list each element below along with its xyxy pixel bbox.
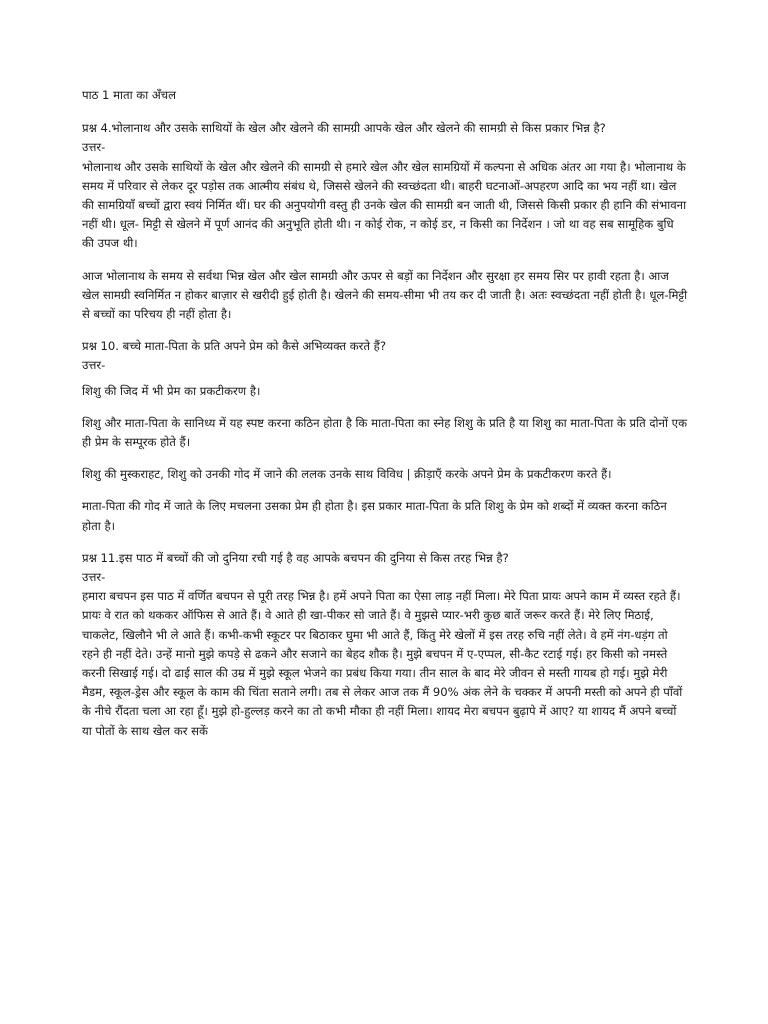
answer-paragraph: माता-पिता की गोद में जाते के लिए मचलना उसका प्रेम ही होता है। इस प्रकार माता-पिता के प्रति शिशु के प्रेम को शब्दों में व्यक्त करना कठिन होता है। — [82, 499, 667, 533]
question-4: प्रश्न 4.भोलानाथ और उसके साथियों के खेल और खेलने की सामग्री आपके खेल और खेलने की सामग्री से किस प्रकार भिन्न है? — [82, 121, 606, 136]
answer-paragraph: हमारा बचपन इस पाठ में वर्णित बचपन से पूरी तरह भिन्न है। हमें अपने पिता का ऐसा लाड़ नहीं मिला। मेरे पिता प्रायः अपने काम में व्यस्त रहते हैं। प्रायः वे रात को थककर ऑफिस से आते हैं। वे आते ही खा-पीकर सो जाते हैं। वे मुझसे प्यार-भरी कुछ बातें जरूर करते हैं। मेरे लिए मिठाई, चाकलेट, खिलौने भी ले आते हैं। कभी-कभी स्कूटर पर बिठाकर घुमा भी आते हैं, किंतु मेरे खेलों में इस तरह रुचि नहीं लेते। वे हमें नंग-धड़ंग तो रहने ही नहीं देते। उन्हें मानो मुझे कपड़े से ढकने और सजाने का बेहद शौक है। मुझे बचपन में ए-एप्पल, सी-कैट रटाई गई। हर किसी को नमस्ते करनी सिखाई गई। दो ढाई साल की उम्र में मुझे स्कूल भेजने का प्रबंध किया गया। तीन साल के बाद मेरे जीवन से मस्ती गायब हो गई। मुझे मेरी मैडम, स्कूल-ड्रेस और स्कूल के काम की चिंता सताने लगी। तब से लेकर आज तक मैं 90% अंक लेने के चक्कर में अपनी मस्ती को अपने ही पाँवों के नीचे रौंदता चला आ रहा हूँ। मुझे हो-हुल्लड़ करने का तो कभी मौका ही नहीं मिला। शायद मेरा बचपन बुढ़ापे में आए? या शायद मैं अपने बच्चों या पोतों के साथ खेल कर सकें — [82, 589, 683, 738]
question-11-section — [82, 549, 688, 741]
question-11: प्रश्न 11.इस पाठ में बच्चों की जो दुनिया रची गई है वह आपके बचपन की दुनिया से किस तरह भिन्न है? — [82, 550, 509, 565]
document-page — [82, 86, 688, 754]
question-4-section — [82, 119, 688, 324]
answer-label: उत्तर- — [82, 570, 106, 585]
lesson-title: पाठ 1 माता का अँचल — [82, 88, 176, 102]
answer-paragraph: शिशु की मुस्कराहट, शिशु को उनकी गोद में जाने की ललक उनके साथ विविध | क्रीड़ाएँ करके अपने प्रेम के प्रकटीकरण करते हैं। — [82, 467, 612, 482]
answer-paragraph: आज भोलानाथ के समय से सर्वथा भिन्न खेल और खेल सामग्री और ऊपर से बड़ों का निर्देशन और सुरक्षा हर समय सिर पर हावी रहता है। आज खेल सामग्री स्वनिर्मित न होकर बाज़ार से खरीदी हुई होती है। खेलने की समय-सीमा भी तय कर दी जाती है। अतः स्वच्छंदता नहीं होती है। धूल-मिट्टी से बच्चों का परिचय ही नहीं होता है। — [82, 268, 688, 322]
answer-label: उत्तर- — [82, 358, 106, 373]
answer-paragraph: शिशु की जिद में भी प्रेम का प्रकटीकरण है। — [82, 383, 261, 398]
answer-label: उत्तर- — [82, 140, 106, 155]
question-10-section — [82, 337, 688, 536]
answer-paragraph: भोलानाथ और उसके साथियों के खेल और खेलने की सामग्री से हमारे खेल और खेल सामग्रियों में कल्पना से अधिक अंतर आ गया है। भोलानाथ के समय में परिवार से लेकर दूर पड़ोस तक आत्मीय संबंध थे, जिससे खेलने की स्वच्छंदता थी। बाहरी घटनाओं-अपहरण आदि का भय नहीं था। खेल की सामग्रियाँ बच्चों द्वारा स्वयं निर्मित थीं। घर की अनुपयोगी वस्तु ही उनके खेल की सामग्री बन जाती थी, जिससे किसी प्रकार ही हानि की संभावना नहीं थी। धूल- मिट्टी से खेलने में पूर्ण आनंद की अनुभूति होती थी। न कोई रोक, न कोई डर, न किसी का निर्देशन । जो था वह सब सामूहिक बुधि की उपज थी। — [82, 159, 687, 251]
answer-paragraph: शिशु और माता-पिता के सानिध्य में यह स्पष्ट करना कठिन होता है कि माता-पिता का स्नेह शिशु के प्रति है या शिशु का माता-पिता के प्रति दोनों एक ही प्रेम के सम्पूरक होते हैं। — [82, 415, 687, 450]
question-10: प्रश्न 10. बच्चे माता-पिता के प्रति अपने प्रेम को कैसे अभिव्यक्त करते हैं? — [82, 339, 386, 354]
